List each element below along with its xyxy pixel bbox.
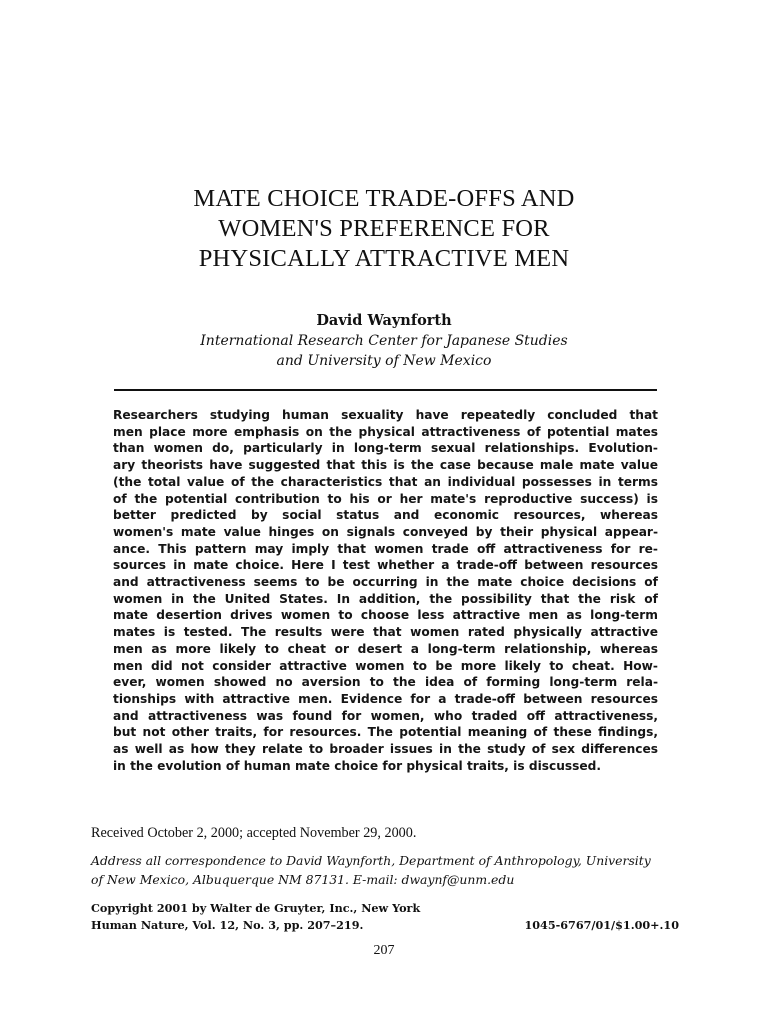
issn-code: 1045-6767/01/$1.00+.10 <box>524 918 679 932</box>
address-line: of New Mexico, Albuquerque NM 87131. E-mail: dwaynf@unm.edu <box>91 872 515 887</box>
abstract-line: women's mate value hinges on signals conveyed by their physical appear- <box>113 524 658 539</box>
abstract-line: mate desertion drives women to choose less attractive men as long-term <box>113 608 658 623</box>
abstract-line: than women do, particularly in long-term sexual relationships. Evolution- <box>113 441 658 456</box>
copyright-line: Copyright 2001 by Walter de Gruyter, Inc., New York <box>91 901 421 915</box>
address-line: Address all correspondence to David Waynforth, Department of Anthropology, University <box>91 853 651 868</box>
abstract-line: better predicted by social status and economic resources, whereas <box>113 508 658 523</box>
abstract-line: ance. This pattern may imply that women trade off attractiveness for re- <box>113 541 658 556</box>
abstract <box>113 407 658 774</box>
abstract-line: women in the United States. In addition, the possibility that the risk of <box>113 591 658 606</box>
title-line: MATE CHOICE TRADE-OFFS AND <box>193 185 575 212</box>
abstract-line: tionships with attractive men. Evidence for a trade-off between resources <box>113 691 658 706</box>
page-number: 207 <box>373 943 395 958</box>
abstract-line: in the evolution of human mate choice for physical traits, is discussed. <box>113 758 602 773</box>
abstract-line: and attractiveness was found for women, who traded off attractiveness, <box>113 708 658 723</box>
author-block <box>0 311 768 371</box>
affiliation-line: and University of New Mexico <box>276 353 492 369</box>
correspondence-address <box>91 851 681 889</box>
abstract-line: men place more emphasis on the physical attractiveness of potential mates <box>113 424 658 439</box>
abstract-line: Researchers studying human sexuality have repeatedly concluded that <box>113 408 658 422</box>
abstract-line: as well as how they relate to broader issues in the study of sex differences <box>113 742 658 757</box>
abstract-line: but not other traits, for resources. The potential meaning of these findings, <box>113 725 658 740</box>
copyright-notice <box>91 900 420 934</box>
horizontal-rule <box>114 389 657 391</box>
author-name: David Waynforth <box>316 312 452 329</box>
abstract-line: and attractiveness seems to be occurring in the mate choice decisions of <box>113 575 658 590</box>
article-title <box>0 184 768 274</box>
abstract-line: men did not consider attractive women to be more likely to cheat. How- <box>113 658 658 673</box>
abstract-line: ary theorists have suggested that this is the case because male mate value <box>113 458 658 473</box>
received-date: Received October 2, 2000; accepted November 29, 2000. <box>91 825 417 841</box>
affiliation-line: International Research Center for Japanese Studies <box>200 333 568 349</box>
abstract-line: of the potential contribution to his or her mate's reproductive success) is <box>113 491 658 506</box>
title-line: PHYSICALLY ATTRACTIVE MEN <box>198 245 570 272</box>
citation-line: Human Nature, Vol. 12, No. 3, pp. 207–219. <box>91 918 364 932</box>
abstract-line: (the total value of the characteristics that an individual possesses in terms <box>113 474 658 489</box>
title-line: WOMEN'S PREFERENCE FOR <box>218 215 550 242</box>
abstract-line: sources in mate choice. Here I test whether a trade-off between resources <box>113 558 658 573</box>
abstract-line: men as more likely to cheat or desert a long-term relationship, whereas <box>113 641 658 656</box>
abstract-line: ever, women showed no aversion to the idea of forming long-term rela- <box>113 675 658 690</box>
abstract-line: mates is tested. The results were that women rated physically attractive <box>113 625 658 640</box>
